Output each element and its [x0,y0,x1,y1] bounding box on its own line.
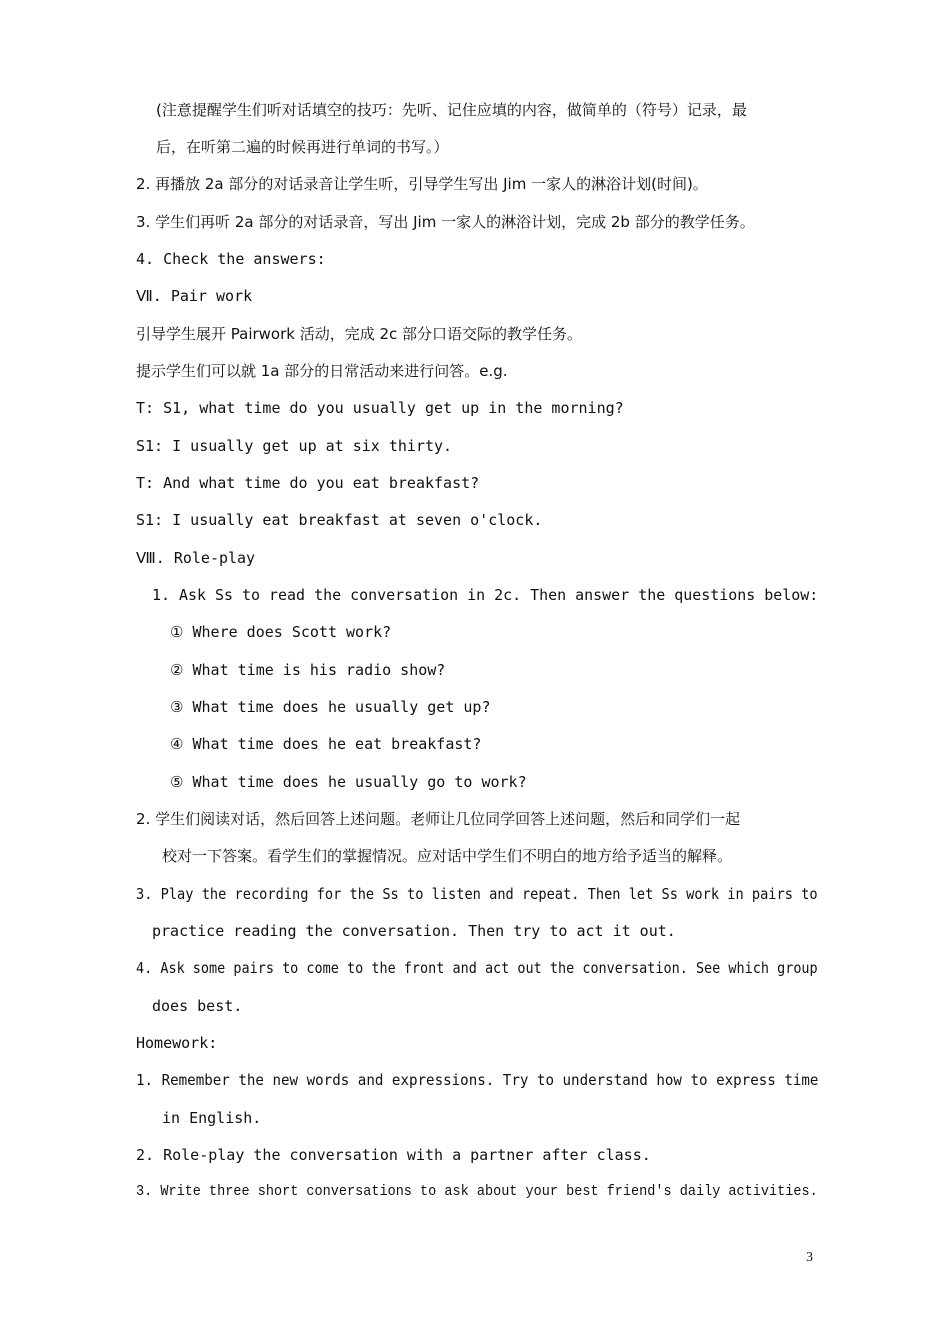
question-1: ① Where does Scott work? [170,623,392,641]
section-heading-role-play: Ⅷ. Role-play [136,549,256,567]
question-5: ⑤ What time does he usually go to work? [170,773,527,791]
text-line-3: 2. 再播放 2a 部分的对话录音让学生听，引导学生写出 Jim 一家人的淋浴计划(时间)。 [136,175,708,193]
homework-item-1-cont: in English. [162,1109,262,1127]
text-line-20: 2. 学生们阅读对话，然后回答上述问题。老师让几位同学回答上述问题，然后和同学们一起 [136,810,741,828]
text-line-8: 提示学生们可以就 1a 部分的日常活动来进行问答。e.g. [136,362,508,380]
section-heading-pair-work: Ⅶ. Pair work [136,287,253,305]
text-line-23: practice reading the conversation. Then try to act it out. [152,922,676,940]
text-line-5: 4. Check the answers: [136,250,326,268]
dialogue-line-3: T: And what time do you eat breakfast? [136,474,480,492]
text-line-7: 引导学生展开 Pairwork 活动，完成 2c 部分口语交际的教学任务。 [136,325,583,343]
question-2: ② What time is his radio show? [170,661,446,679]
text-line-22: 3. Play the recording for the Ss to listen and repeat. Then let Ss work in pairs to [136,885,818,903]
question-4: ④ What time does he eat breakfast? [170,735,482,753]
text-line-4: 3. 学生们再听 2a 部分的对话录音，写出 Jim 一家人的淋浴计划，完成 2b 部分的教学任务。 [136,213,755,231]
text-line-2: 后，在听第二遍的时候再进行单词的书写。） [156,138,449,156]
homework-item-3: 3. Write three short conversations to ask about your best friend's daily activities. [136,1184,818,1200]
homework-item-1: 1. Remember the new words and expressions. Try to understand how to express time [136,1071,819,1089]
dialogue-line-4: S1: I usually eat breakfast at seven o'clock. [136,511,543,529]
dialogue-line-1: T: S1, what time do you usually get up in the morning? [136,399,624,417]
text-line-21: 校对一下答案。看学生们的掌握情况。应对话中学生们不明白的地方给予适当的解释。 [162,847,733,865]
dialogue-line-2: S1: I usually get up at six thirty. [136,437,453,455]
homework-item-2: 2. Role-play the conversation with a partner after class. [136,1146,651,1164]
text-line-25: does best. [152,997,243,1015]
question-3: ③ What time does he usually get up? [170,698,491,716]
text-line-1: (注意提醒学生们听对话填空的技巧：先听、记住应填的内容，做简单的（符号）记录，最 [156,101,747,119]
text-line-14: 1. Ask Ss to read the conversation in 2c. Then answer the questions below: [152,586,819,604]
homework-heading: Homework: [136,1034,218,1052]
page-number: 3 [806,1250,813,1265]
text-line-24: 4. Ask some pairs to come to the front and act out the conversation. See which group [136,959,818,977]
